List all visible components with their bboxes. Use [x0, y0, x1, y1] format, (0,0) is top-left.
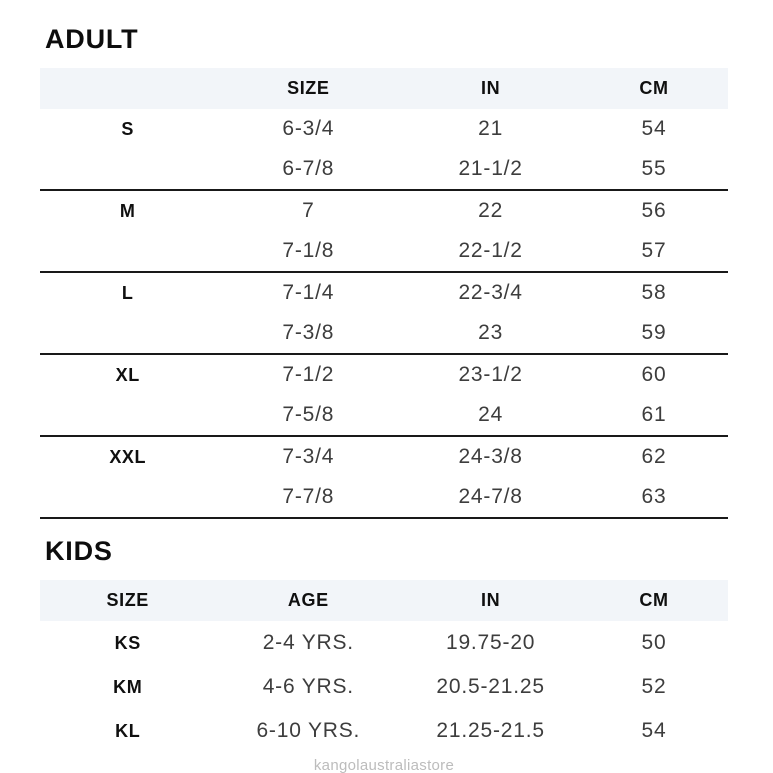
hat-size-cell: 7-7/8 — [282, 485, 335, 508]
size-group-label-cell: M — [119, 200, 136, 221]
size-group-label-cell — [40, 477, 215, 518]
kids-size-label-cell: KS — [114, 632, 141, 653]
hat-size-cell: 7-3/8 — [282, 321, 335, 344]
cm-value-cell: 63 — [641, 485, 667, 508]
inches-value-cell: 23-1/2 — [458, 363, 523, 386]
cm-value-cell: 57 — [641, 239, 667, 262]
kids-header-row — [40, 580, 728, 621]
inches-value-cell: 19.75-20 — [445, 631, 536, 654]
size-group-label-cell: XL — [115, 364, 140, 385]
adult-header-size: SIZE — [215, 68, 401, 109]
adult-table-row — [40, 354, 728, 395]
cm-value-cell: 62 — [641, 445, 667, 468]
inches-value-cell: 24-3/8 — [458, 445, 523, 468]
adult-size-table — [40, 68, 728, 519]
adult-table-row — [40, 231, 728, 272]
cm-value-cell: 55 — [641, 157, 667, 180]
cm-value-cell: 59 — [641, 321, 667, 344]
kids-table-row — [40, 621, 728, 665]
inches-value-cell: 23 — [478, 321, 504, 344]
cm-value-cell: 50 — [641, 631, 667, 654]
adult-table-row — [40, 477, 728, 518]
hat-size-cell: 7-1/2 — [282, 363, 335, 386]
inches-value-cell: 22 — [478, 199, 504, 222]
adult-table-row — [40, 395, 728, 436]
size-group-label-cell: L — [121, 282, 134, 303]
adult-table-row — [40, 109, 728, 149]
cm-value-cell: 61 — [641, 403, 667, 426]
hat-size-cell: 7-1/4 — [282, 281, 335, 304]
adult-header-in: IN — [401, 68, 580, 109]
kids-size-label-cell: KM — [113, 676, 143, 697]
hat-size-cell: 7-3/4 — [282, 445, 335, 468]
adult-header-row — [40, 68, 728, 109]
size-group-label-cell — [40, 395, 215, 436]
inches-value-cell: 22-3/4 — [458, 281, 523, 304]
kids-header-cm: CM — [580, 580, 728, 621]
kids-header-in: IN — [401, 580, 580, 621]
size-group-label-cell: XXL — [109, 446, 147, 467]
adult-header-blank — [40, 68, 215, 109]
kids-header-size: SIZE — [40, 580, 215, 621]
age-range-cell: 4-6 YRS. — [262, 675, 354, 698]
kids-table-row — [40, 665, 728, 709]
cm-value-cell: 54 — [641, 719, 667, 742]
inches-value-cell: 20.5-21.25 — [436, 675, 545, 698]
kids-table-row — [40, 709, 728, 753]
watermark: kangolaustraliastore — [313, 757, 455, 773]
inches-value-cell: 24 — [478, 403, 504, 426]
size-group-label-cell — [40, 149, 215, 190]
age-range-cell: 6-10 YRS. — [256, 719, 361, 742]
size-group-label-cell — [40, 313, 215, 354]
adult-table-row — [40, 149, 728, 190]
kids-size-label-cell: KL — [115, 720, 141, 741]
cm-value-cell: 56 — [641, 199, 667, 222]
hat-size-cell: 7-5/8 — [282, 403, 335, 426]
cm-value-cell: 52 — [641, 675, 667, 698]
adult-section-title: ADULT — [45, 24, 139, 54]
hat-size-cell: 7 — [302, 199, 315, 222]
hat-size-cell: 6-7/8 — [282, 157, 335, 180]
kids-size-table — [40, 580, 728, 753]
age-range-cell: 2-4 YRS. — [262, 631, 354, 654]
cm-value-cell: 58 — [641, 281, 667, 304]
inches-value-cell: 22-1/2 — [458, 239, 523, 262]
inches-value-cell: 21-1/2 — [458, 157, 523, 180]
inches-value-cell: 21.25-21.5 — [436, 719, 545, 742]
size-group-label-cell: S — [121, 118, 135, 139]
adult-header-cm: CM — [580, 68, 728, 109]
kids-header-age: AGE — [215, 580, 401, 621]
adult-table-row — [40, 190, 728, 231]
adult-table-row — [40, 313, 728, 354]
kids-section-title: KIDS — [45, 536, 113, 566]
adult-table-row — [40, 272, 728, 313]
cm-value-cell: 60 — [641, 363, 667, 386]
inches-value-cell: 24-7/8 — [458, 485, 523, 508]
size-group-label-cell — [40, 231, 215, 272]
inches-value-cell: 21 — [478, 117, 504, 140]
hat-size-cell: 6-3/4 — [282, 117, 335, 140]
adult-table-row — [40, 436, 728, 477]
hat-size-cell: 7-1/8 — [282, 239, 335, 262]
cm-value-cell: 54 — [641, 117, 667, 140]
